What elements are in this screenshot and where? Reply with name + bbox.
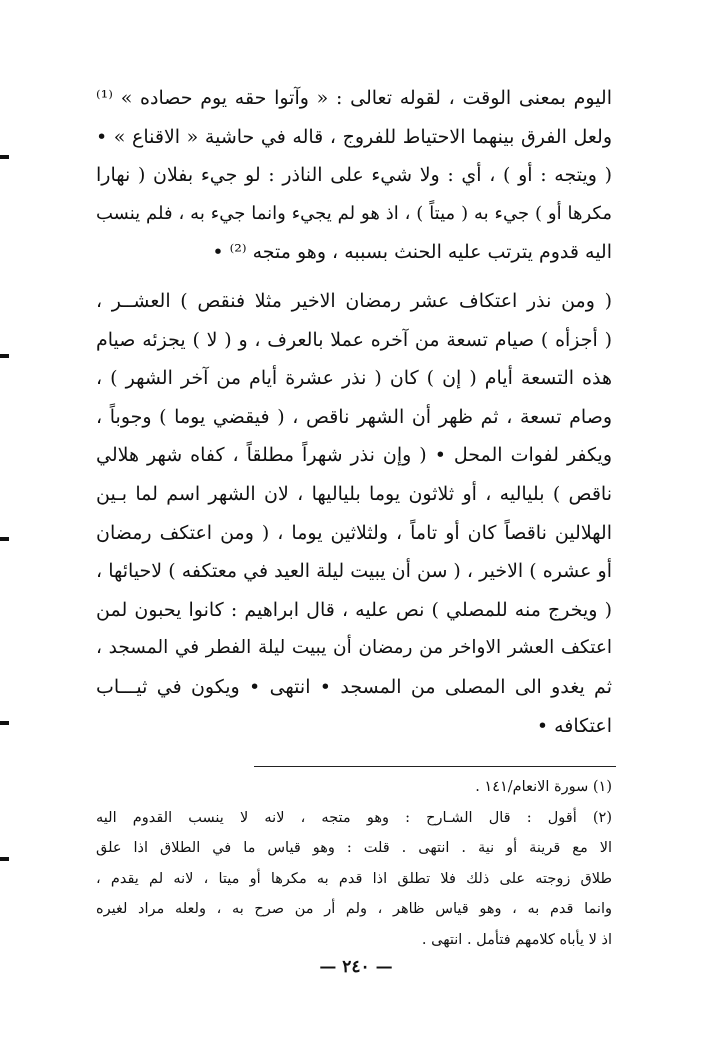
text-line: ناقص ) بلياليه ، أو ثلاثون يوما بلياليها ، لان الشهر اسم لما بـين [96,482,612,505]
text-line: ( ويخرج منه للمصلي ) نص عليه ، قال ابراهيم : كانوا يحبون لمن [96,598,612,621]
left-edge-mark [0,155,9,159]
paragraph-gap [96,272,612,282]
text-line: ( أجزأه ) صيام تسعة من آخره عملا بالعرف ، و ( لا ) يجزئه صيام [96,328,612,351]
footnote-line: (١) سورة الانعام/١٤١ . [475,779,612,795]
footnotes [96,772,612,955]
footnote-line: طلاق زوجته على ذلك فلا تطلق اذا قدم به مكرها أو ميتا ، لانه لم يقدم ، [96,870,612,887]
left-edge-mark [0,721,9,725]
left-edge-mark [0,857,9,861]
text-line: اعتكف العشر الاواخر من رمضان أن يبيت ليلة الفطر في المسجد ، [96,637,612,659]
text-line: ولعل الفرق بينهما الاحتياط للفروج ، قاله في حاشية « الاقناع » • [96,125,612,148]
page-number: — ٢٤٠ — [319,957,393,977]
text-line: ثم يغدو الى المصلى من المسجد • انتهى • ويكون في ثيـــاب [96,675,612,698]
text-line: ( ويتجه : أو ) ، أي : ولا شيء على الناذر : لو جيء بفلان ( نهارا [96,164,612,187]
text-line: اليوم بمعنى الوقت ، لقوله تعالى : « وآتوا حقه يوم حصاده » ⁽¹⁾ [96,87,612,109]
text-line: ( ومن نذر اعتكاف عشر رمضان الاخير مثلا فنقص ) العشــر ، [96,289,612,312]
left-edge-mark [0,354,9,358]
text-line: اليه قدوم يترتب عليه الحنث بسببه ، وهو متجه ⁽²⁾ • [212,241,612,264]
footnote-line: (٢) أقول : قال الشـارح : وهو متجه ، لانه لا ينسب القدوم اليه [96,809,612,826]
text-line: اعتكافه • [536,714,612,737]
main-text [96,79,612,745]
text-line: ويكفر لفوات المحل • ( وإن نذر شهراً مطلقاً ، كفاه شهر هلالي [96,444,612,467]
left-edge-mark [0,537,9,541]
text-line: مكرها أو ) جيء به ( ميتاً ) ، اذ هو لم يجيء وانما جيء به ، فلم ينسب [96,202,612,224]
footnote-line: اذ لا يأباه كلامهم فتأمل . انتهى . [421,931,612,948]
footnote-line: الا مع قرينة أو نية . انتهى . قلت : وهو قياس ما في الطلاق اذا علق [96,840,612,856]
text-line: الهلالين ناقصاً كان أو تاماً ، ولثلاثين يوما ، ( ومن اعتكف رمضان [96,521,612,544]
footnote-line: وانما قدم به ، وهو قياس ظاهر ، ولم أر من صرح به ، ولعله مراد لغيره [96,901,612,917]
footnote-separator [254,766,616,767]
text-line: أو عشره ) الاخير ، ( سن أن يبيت ليلة العيد في معتكفه ) لاحيائها ، [96,560,612,583]
text-line: هذه التسعة أيام ( إن ) كان ( نذر عشرة أيام من آخر الشهر ) ، [96,367,612,390]
text-line: وصام تسعة ، ثم ظهر أن الشهر ناقص ، ( فيقضي يوما ) وجوباً ، [96,405,612,428]
